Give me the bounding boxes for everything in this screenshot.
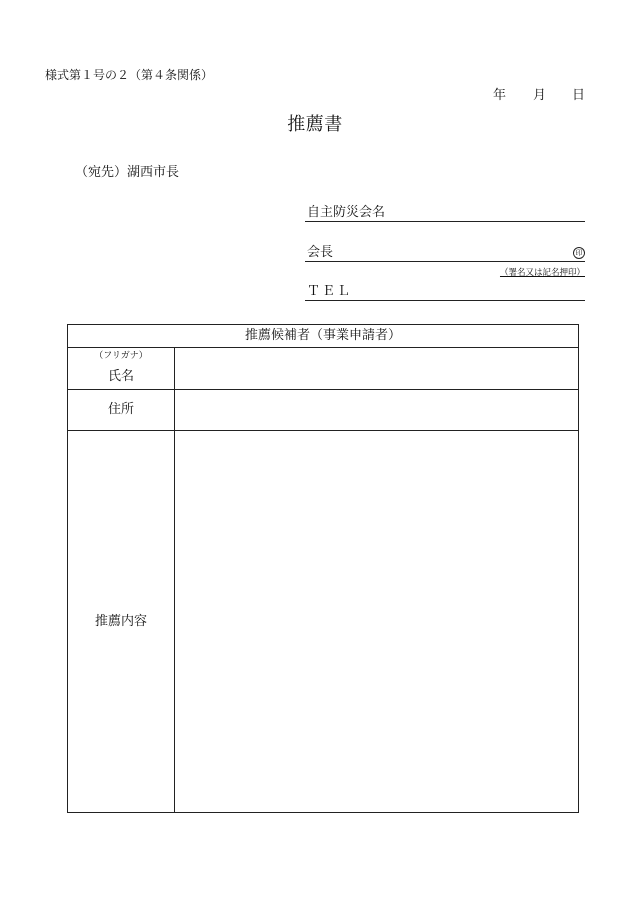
org-name-field — [305, 205, 585, 222]
table-row — [68, 390, 579, 431]
date-month-label: 月 — [533, 88, 547, 103]
seal-note: （署名又は記名押印） — [499, 268, 585, 278]
candidate-table — [67, 324, 579, 813]
chair-field — [305, 245, 585, 262]
addressee: （宛先）湖西市長 — [75, 165, 180, 180]
table-header: 推薦候補者（事業申請者） — [68, 325, 579, 348]
address-label-cell: 住所 — [68, 390, 175, 431]
table-row — [68, 431, 579, 813]
name-label: 氏名 — [107, 369, 134, 384]
org-name-label: 自主防災会名 — [307, 205, 386, 220]
name-value-cell — [175, 348, 579, 390]
furigana-label: （フリガナ） — [94, 351, 148, 361]
address-value-cell — [175, 390, 579, 431]
table-header-row — [68, 325, 579, 348]
recommendation-label-cell: 推薦内容 — [68, 431, 175, 813]
tel-field — [305, 284, 585, 301]
seal-mark-icon: 印 — [573, 247, 585, 259]
form-number: 様式第１号の２（第４条関係） — [45, 68, 214, 82]
date-year-label: 年 — [493, 88, 507, 103]
name-label-cell — [68, 348, 175, 390]
date-day-label: 日 — [572, 88, 586, 103]
recommendation-value-cell — [175, 431, 579, 813]
table-row — [68, 348, 579, 390]
tel-label: ＴＥＬ — [307, 284, 353, 299]
page-title: 推薦書 — [287, 114, 343, 135]
chair-label: 会長 — [307, 245, 334, 260]
